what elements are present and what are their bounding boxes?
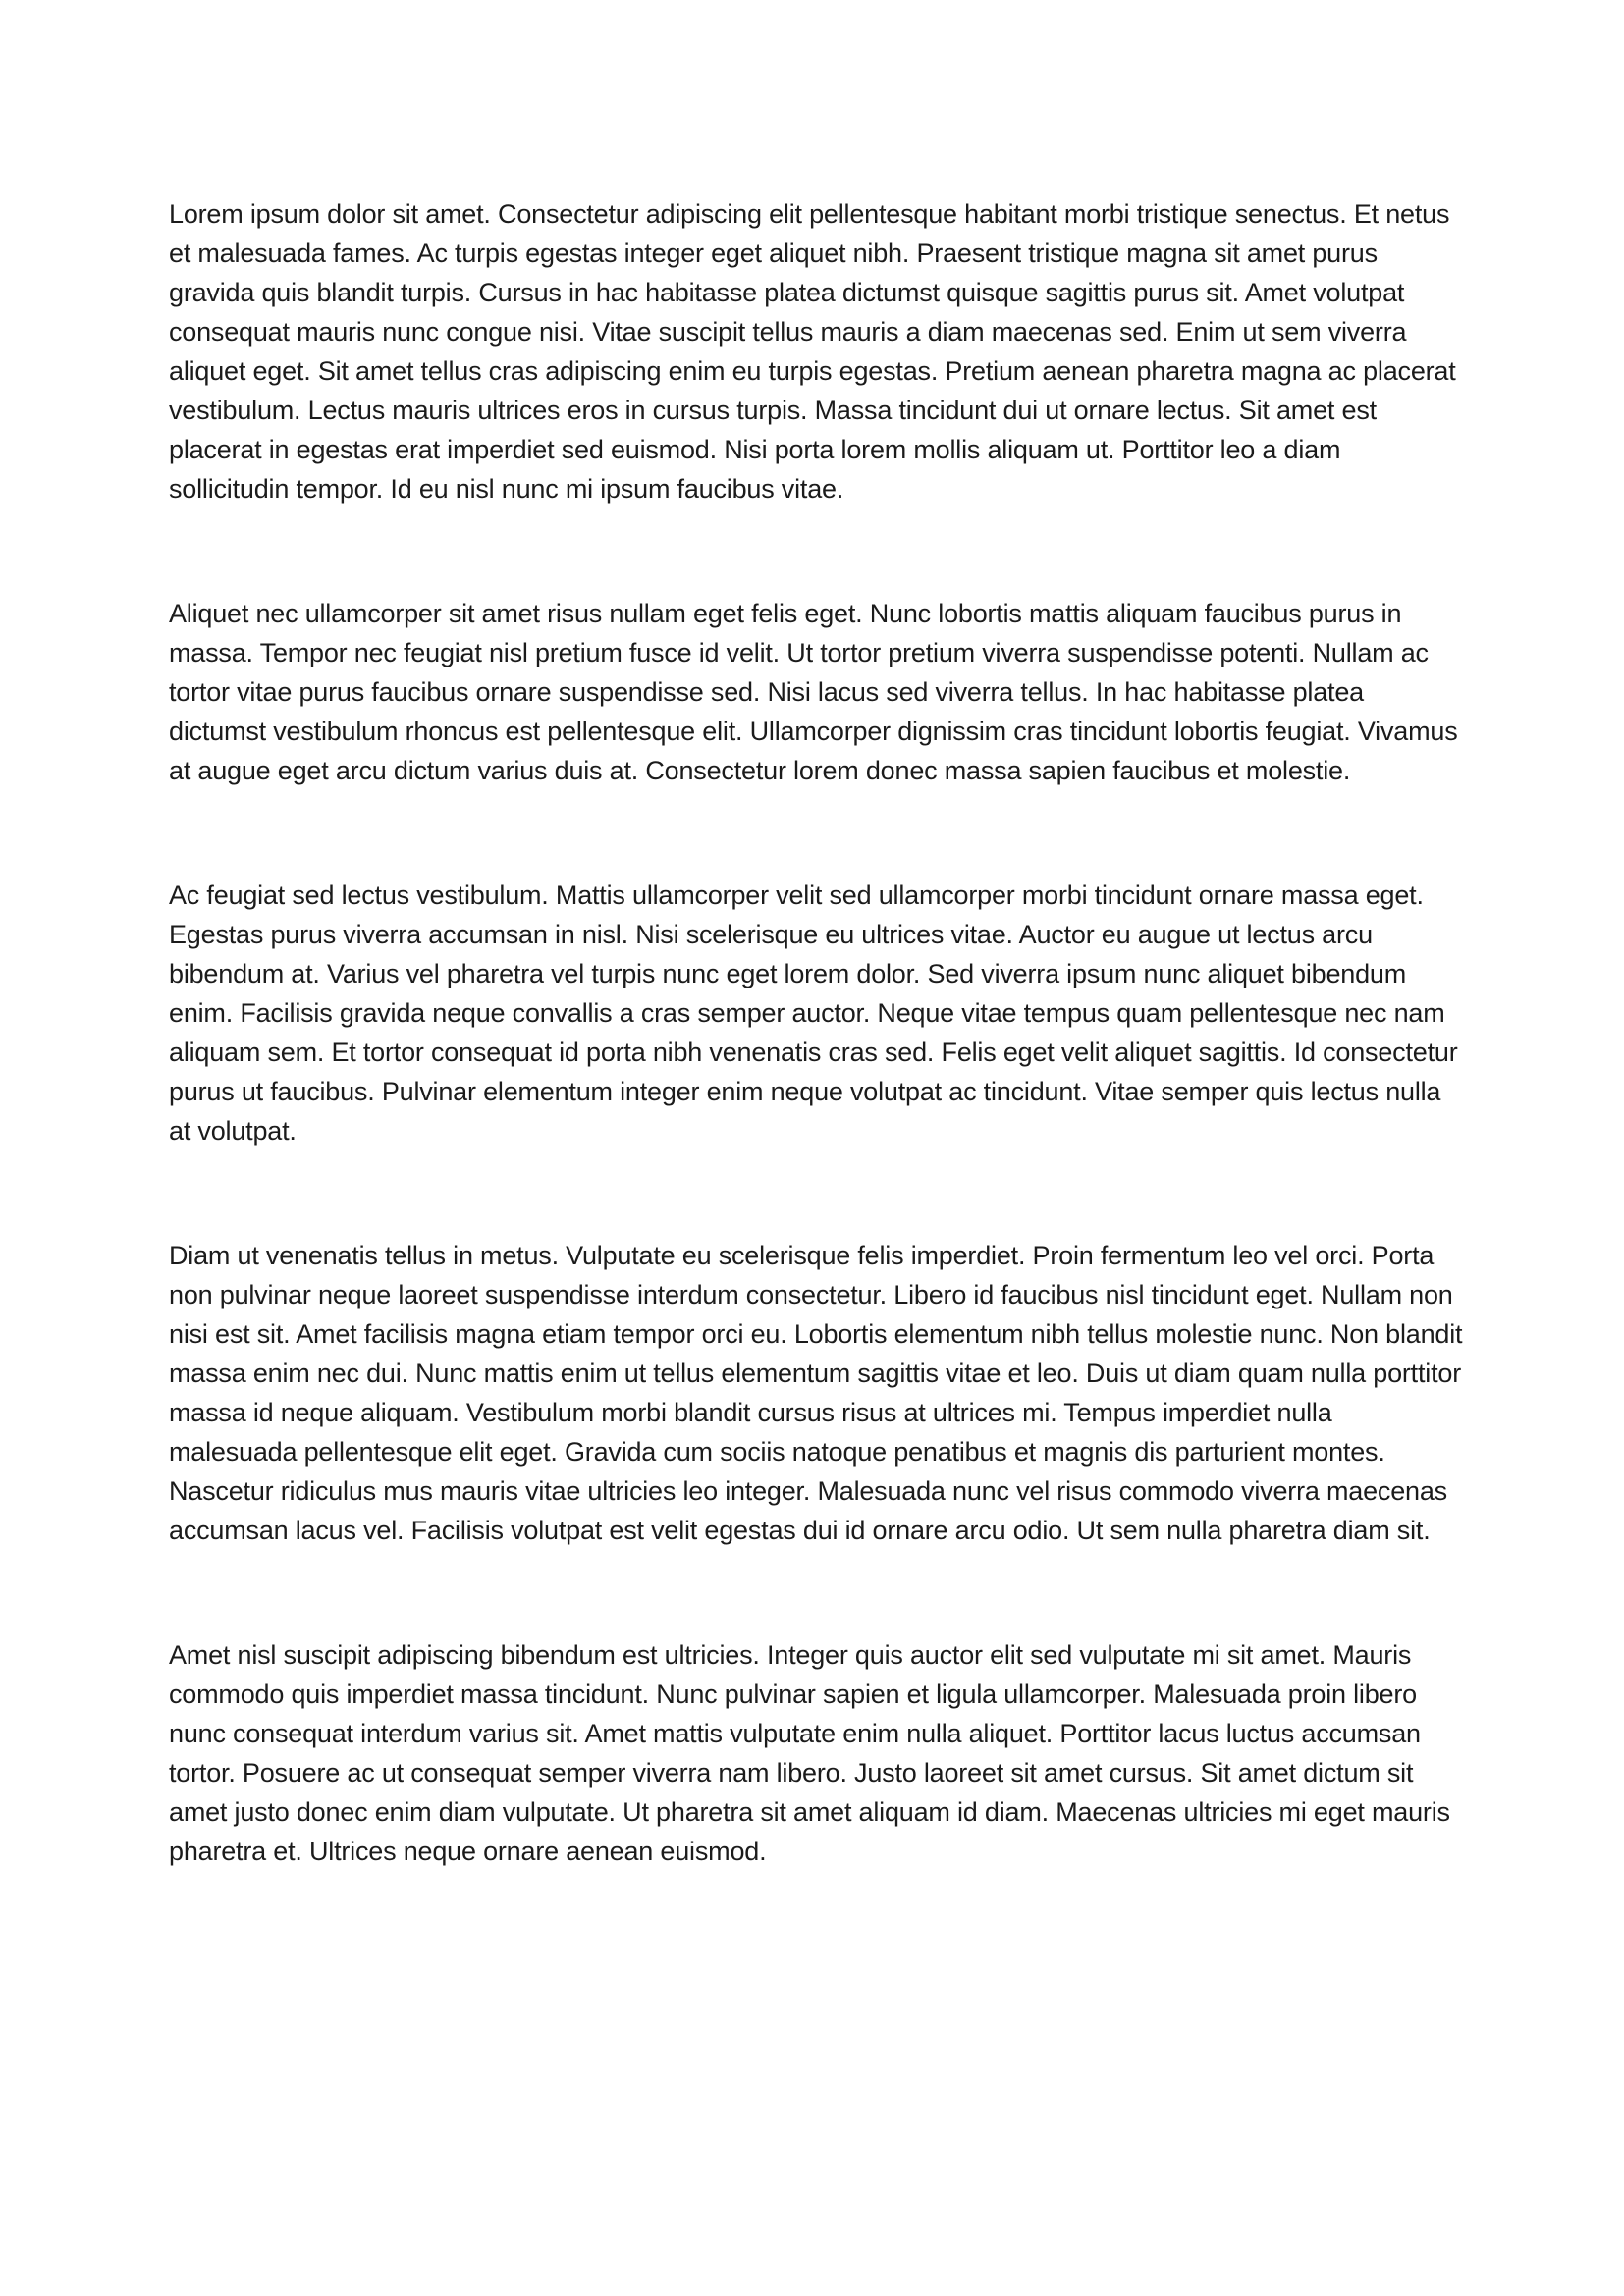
paragraph-4: Diam ut venenatis tellus in metus. Vulputate eu scelerisque felis imperdiet. Proin fermentum leo vel orci. Porta non pulvinar neque laoreet suspendisse interdum consectetur. Libero id faucibus nisl tincidunt eget. Nullam non nisi est sit. Amet facilisis magna etiam tempor orci eu. Lobortis elementum nibh tellus molestie nunc. Non blandit massa enim nec dui. Nunc mattis enim ut tellus elementum sagittis vitae et leo. Duis ut diam quam nulla porttitor massa id neque aliquam. Vestibulum morbi blandit cursus risus at ultrices mi. Tempus imperdiet nulla malesuada pellentesque elit eget. Gravida cum sociis natoque penatibus et magnis dis parturient montes. Nascetur ridiculus mus mauris vitae ultricies leo integer. Malesuada nunc vel risus commodo viverra maecenas accumsan lacus vel. Facilisis volutpat est velit egestas dui id ornare arcu odio. Ut sem nulla pharetra diam sit. xyxy=(169,1241,1463,1545)
paragraph-5: Amet nisl suscipit adipiscing bibendum est ultricies. Integer quis auctor elit sed vulputate mi sit amet. Mauris commodo quis imperdiet massa tincidunt. Nunc pulvinar sapien et ligula ullamcorper. Malesuada proin libero nunc consequat interdum varius sit. Amet mattis vulputate enim nulla aliquet. Porttitor lacus luctus accumsan tortor. Posuere ac ut consequat semper viverra nam libero. Justo laoreet sit amet cursus. Sit amet dictum sit amet justo donec enim diam vulputate. Ut pharetra sit amet aliquam id diam. Maecenas ultricies mi eget mauris pharetra et. Ultrices neque ornare aenean euismod. xyxy=(169,1640,1450,1866)
paragraph-1: Lorem ipsum dolor sit amet. Consectetur adipiscing elit pellentesque habitant morbi tristique senectus. Et netus et malesuada fames. Ac turpis egestas integer eget aliquet nibh. Praesent tristique magna sit amet purus gravida quis blandit turpis. Cursus in hac habitasse platea dictumst quisque sagittis purus sit. Amet volutpat consequat mauris nunc congue nisi. Vitae suscipit tellus mauris a diam maecenas sed. Enim ut sem viverra aliquet eget. Sit amet tellus cras adipiscing enim eu turpis egestas. Pretium aenean pharetra magna ac placerat vestibulum. Lectus mauris ultrices eros in cursus turpis. Massa tincidunt dui ut ornare lectus. Sit amet est placerat in egestas erat imperdiet sed euismod. Nisi porta lorem mollis aliquam ut. Porttitor leo a diam sollicitudin tempor. Id eu nisl nunc mi ipsum faucibus vitae. xyxy=(169,199,1456,504)
paragraph-2: Aliquet nec ullamcorper sit amet risus nullam eget felis eget. Nunc lobortis mattis aliquam faucibus purus in massa. Tempor nec feugiat nisl pretium fusce id velit. Ut tortor pretium viverra suspendisse potenti. Nullam ac tortor vitae purus faucibus ornare suspendisse sed. Nisi lacus sed viverra tellus. In hac habitasse platea dictumst vestibulum rhoncus est pellentesque elit. Ullamcorper dignissim cras tincidunt lobortis feugiat. Vivamus at augue eget arcu dictum varius duis at. Consectetur lorem donec massa sapien faucibus et molestie. xyxy=(169,599,1458,785)
paragraph-3: Ac feugiat sed lectus vestibulum. Mattis ullamcorper velit sed ullamcorper morbi tincidunt ornare massa eget. Egestas purus viverra accumsan in nisl. Nisi scelerisque eu ultrices vitae. Auctor eu augue ut lectus arcu bibendum at. Varius vel pharetra vel turpis nunc eget lorem dolor. Sed viverra ipsum nunc aliquet bibendum enim. Facilisis gravida neque convallis a cras semper auctor. Neque vitae tempus quam pellentesque nec nam aliquam sem. Et tortor consequat id porta nibh venenatis cras sed. Felis eget velit aliquet sagittis. Id consectetur purus ut faucibus. Pulvinar elementum integer enim neque volutpat ac tincidunt. Vitae semper quis lectus nulla at volutpat. xyxy=(169,881,1458,1146)
text-body xyxy=(169,194,1467,1871)
